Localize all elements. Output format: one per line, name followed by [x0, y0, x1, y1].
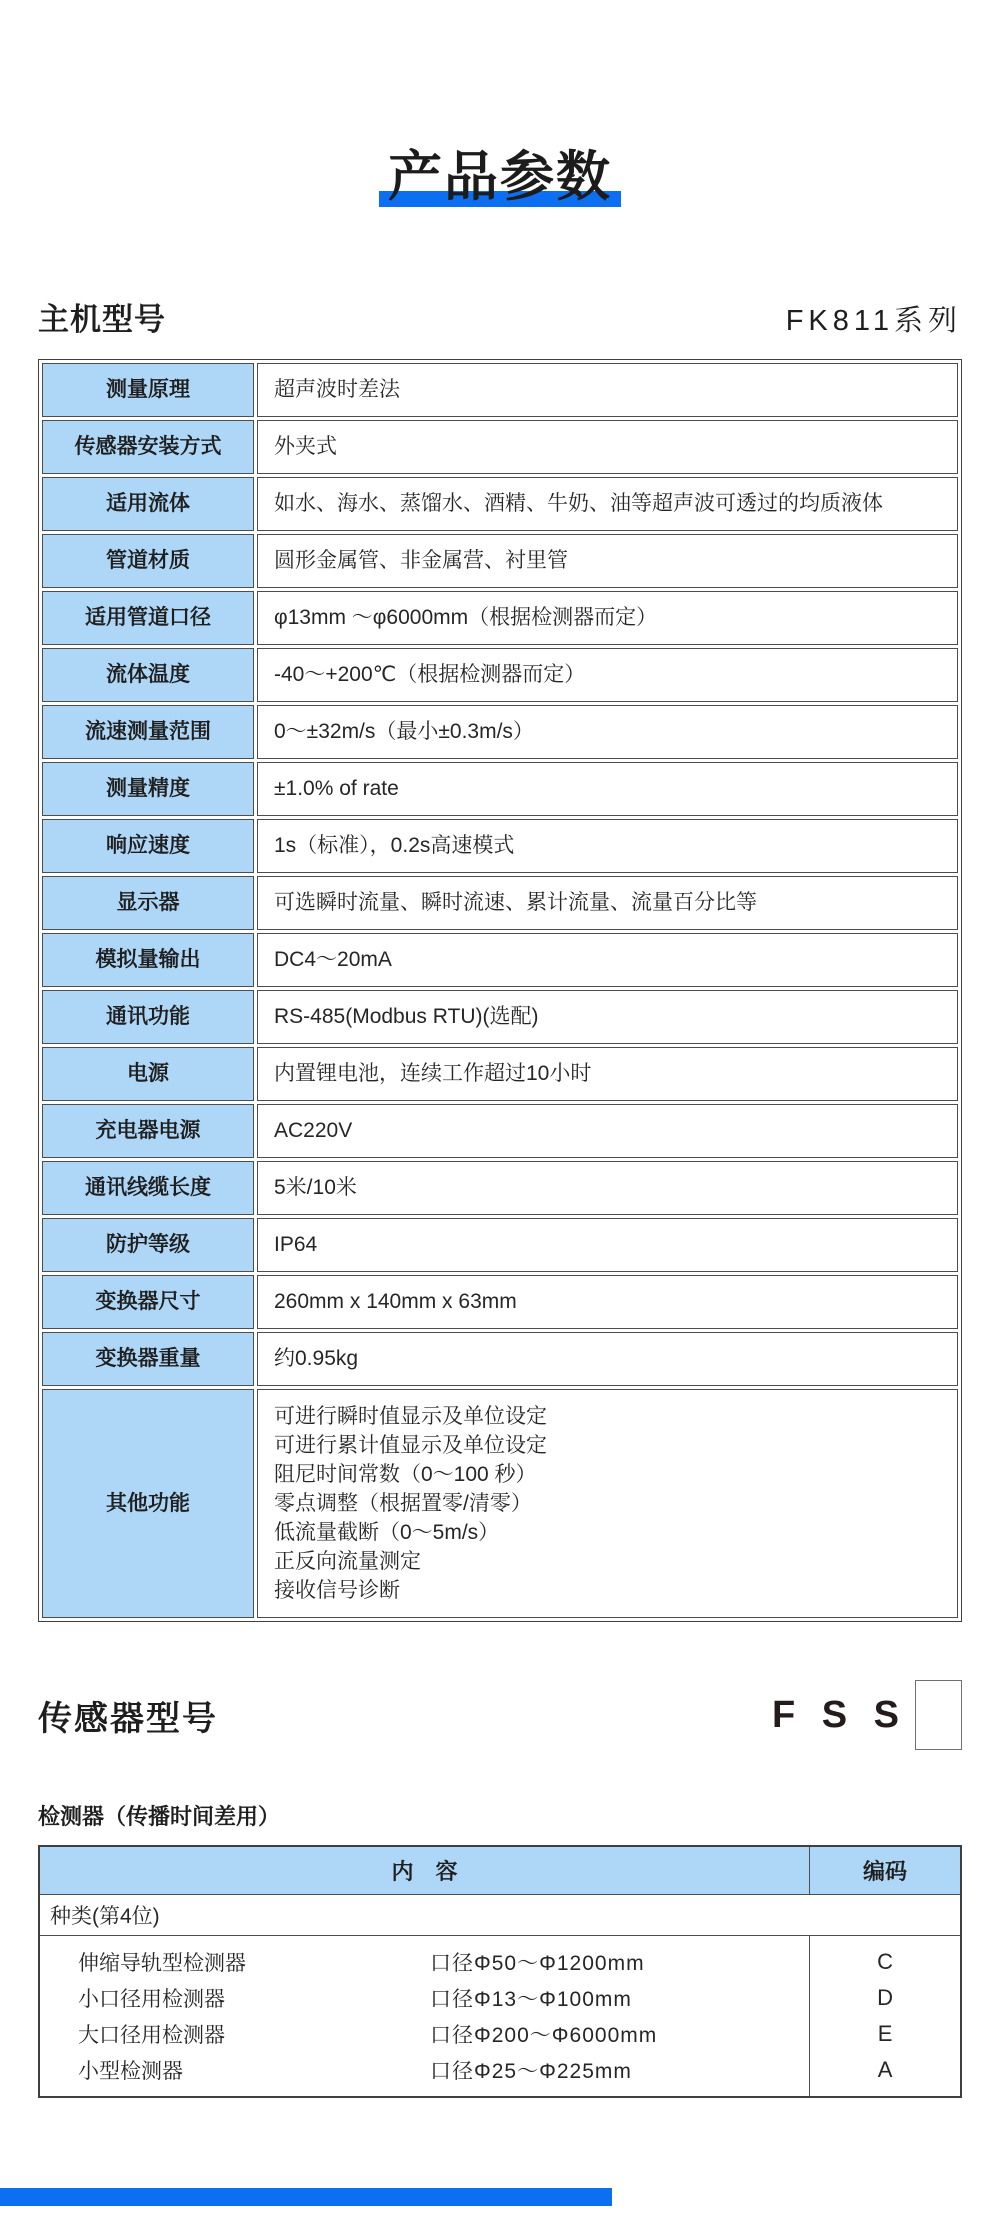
spec-label: 通讯功能 [42, 990, 254, 1044]
spec-value: φ13mm ～φ6000mm（根据检测器而定） [257, 591, 958, 645]
spec-value: RS-485(Modbus RTU)(选配) [257, 990, 958, 1044]
spec-row [42, 1389, 958, 1618]
detector-range: 口径Φ200～Φ6000mm [430, 2024, 658, 2047]
spec-label: 响应速度 [42, 819, 254, 873]
spec-label: 显示器 [42, 876, 254, 930]
host-model-heading: 主机型号 [38, 302, 166, 337]
detector-entry [40, 1944, 809, 1980]
spec-value: 5米/10米 [257, 1161, 958, 1215]
spec-value: 超声波时差法 [257, 363, 958, 417]
spec-value-line: 可进行累计值显示及单位设定 [274, 1434, 547, 1457]
title-section [0, 0, 1000, 208]
spec-table [38, 359, 962, 1622]
detector-name: 小口径用检测器 [78, 1988, 225, 2011]
spec-row [42, 1047, 958, 1101]
spec-row [42, 477, 958, 531]
spec-value-line: 阻尼时间常数（0～100 秒） [274, 1463, 537, 1486]
spec-value: -40～+200℃（根据检测器而定） [257, 648, 958, 702]
host-model-heading-row [38, 294, 962, 339]
detector-codes-cell [810, 1936, 961, 2098]
detector-code: D [877, 1985, 893, 2010]
spec-label: 适用流体 [42, 477, 254, 531]
spec-label: 电源 [42, 1047, 254, 1101]
sensor-code-blank-box [915, 1680, 962, 1750]
spec-row [42, 420, 958, 474]
spec-row [42, 1218, 958, 1272]
spec-row [42, 1104, 958, 1158]
spec-value: DC4～20mA [257, 933, 958, 987]
spec-value: 内置锂电池，连续工作超过10小时 [257, 1047, 958, 1101]
spec-row [42, 534, 958, 588]
spec-value-line: 正反向流量测定 [274, 1550, 421, 1573]
spec-row [42, 933, 958, 987]
detector-code: E [877, 2021, 893, 2046]
spec-row [42, 591, 958, 645]
detector-table [38, 1845, 962, 2098]
spec-row [42, 648, 958, 702]
spec-label: 管道材质 [42, 534, 254, 588]
detector-range: 口径Φ13～Φ100mm [430, 1988, 632, 2011]
spec-row [42, 990, 958, 1044]
detector-range: 口径Φ50～Φ1200mm [430, 1952, 645, 1975]
sensor-code-prefix: F S S [771, 1693, 907, 1736]
page-title-text: 产品参数 [388, 147, 612, 207]
sensor-model-heading: 传感器型号 [38, 1699, 218, 1738]
spec-value: 如水、海水、蒸馏水、酒精、牛奶、油等超声波可透过的均质液体 [257, 477, 958, 531]
detector-code: C [877, 1949, 893, 1974]
sensor-model-heading-row [38, 1680, 962, 1750]
spec-row [42, 819, 958, 873]
spec-value-line: 接收信号诊断 [274, 1579, 400, 1602]
spec-value [257, 1389, 958, 1618]
code-column-header: 编码 [810, 1846, 961, 1895]
footer-accent-bar [0, 2188, 612, 2206]
sensor-code-area [772, 1680, 962, 1750]
spec-row [42, 705, 958, 759]
content-column-header: 内 容 [39, 1846, 810, 1895]
spec-label: 测量精度 [42, 762, 254, 816]
spec-row [42, 1275, 958, 1329]
detector-code: A [877, 2057, 893, 2082]
detector-header-row [39, 1846, 961, 1895]
spec-label: 防护等级 [42, 1218, 254, 1272]
detector-name: 伸缩导轨型检测器 [78, 1952, 246, 1975]
spec-value: ±1.0% of rate [257, 762, 958, 816]
spec-value: 约0.95kg [257, 1332, 958, 1386]
spec-value: 圆形金属管、非金属营、衬里管 [257, 534, 958, 588]
spec-value: 可选瞬时流量、瞬时流速、累计流量、流量百分比等 [257, 876, 958, 930]
spec-row [42, 363, 958, 417]
spec-value: 外夹式 [257, 420, 958, 474]
detector-range: 口径Φ25～Φ225mm [430, 2060, 632, 2083]
spec-label: 测量原理 [42, 363, 254, 417]
series-label: FK811系列 [785, 305, 962, 337]
spec-label: 模拟量输出 [42, 933, 254, 987]
spec-label: 充电器电源 [42, 1104, 254, 1158]
spec-row [42, 762, 958, 816]
detector-subheading: 检测器（传播时间差用） [38, 1804, 281, 1829]
spec-row [42, 1332, 958, 1386]
detector-group-row [39, 1895, 961, 1936]
spec-value: 0～±32m/s（最小±0.3m/s） [257, 705, 958, 759]
spec-label: 传感器安装方式 [42, 420, 254, 474]
detector-entry [40, 1980, 809, 2016]
spec-label: 适用管道口径 [42, 591, 254, 645]
detector-entries-cell [39, 1936, 810, 2098]
spec-label: 变换器尺寸 [42, 1275, 254, 1329]
detector-name: 小型检测器 [78, 2060, 183, 2083]
spec-label: 变换器重量 [42, 1332, 254, 1386]
spec-row [42, 1161, 958, 1215]
spec-value-line: 低流量截断（0～5m/s） [274, 1521, 500, 1544]
spec-value: AC220V [257, 1104, 958, 1158]
spec-value: 260mm x 140mm x 63mm [257, 1275, 958, 1329]
detector-entries-row [39, 1936, 961, 2098]
detector-entry [40, 2052, 809, 2088]
detector-group-label: 种类(第4位) [39, 1895, 961, 1936]
spec-value-line: 可进行瞬时值显示及单位设定 [274, 1405, 547, 1428]
detector-name: 大口径用检测器 [78, 2024, 225, 2047]
spec-value-line: 零点调整（根据置零/清零） [274, 1492, 532, 1515]
detector-entry [40, 2016, 809, 2052]
spec-label: 通讯线缆长度 [42, 1161, 254, 1215]
spec-row [42, 876, 958, 930]
spec-label: 流体温度 [42, 648, 254, 702]
spec-value: 1s（标准），0.2s高速模式 [257, 819, 958, 873]
spec-label: 流速测量范围 [42, 705, 254, 759]
spec-label: 其他功能 [42, 1389, 254, 1618]
page-title [388, 146, 612, 208]
spec-value: IP64 [257, 1218, 958, 1272]
